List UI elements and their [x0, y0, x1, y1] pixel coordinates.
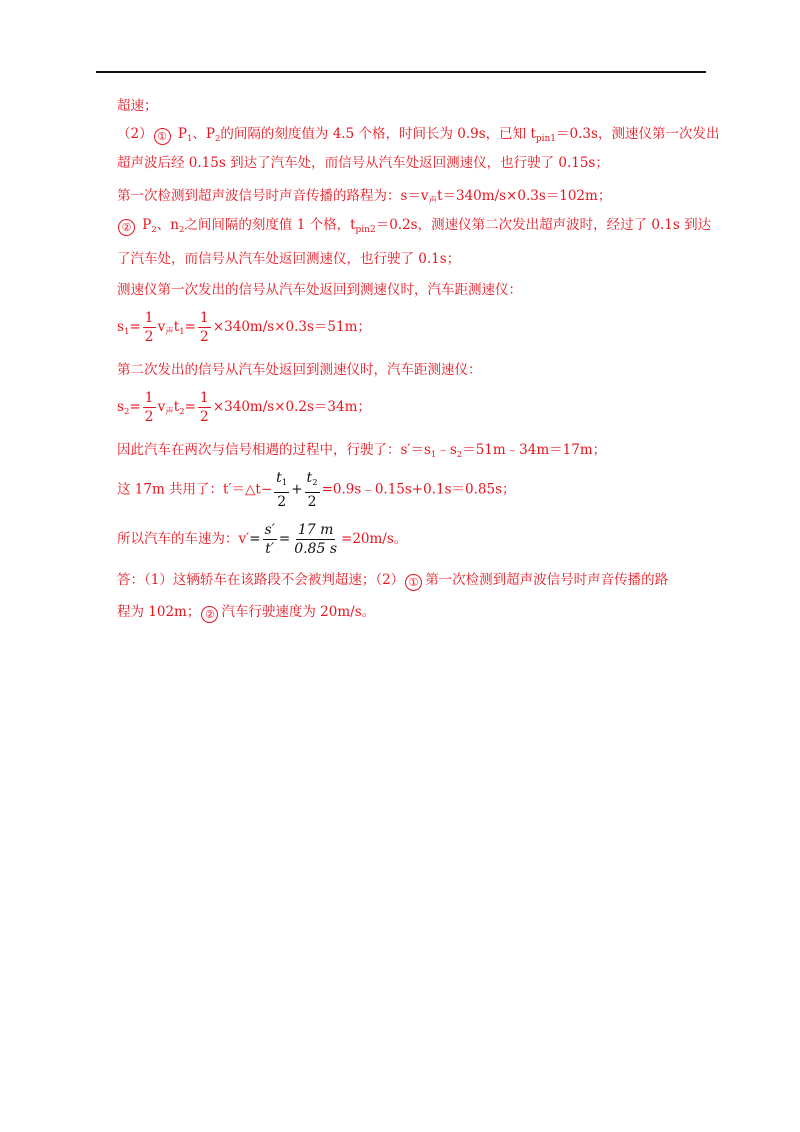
- text-line: 测速仪第一次发出的信号从汽车处返回到测速仪时，汽车距测速仪：: [117, 282, 522, 298]
- fraction: $\frac{1}{2}$: [144, 310, 154, 345]
- text-line: 超声波后经 0.15s 到达了汽车处，而信号从汽车处返回测速仪，也行驶了 0.15s；: [117, 155, 609, 171]
- circled-number: ①: [405, 574, 422, 591]
- fraction: $\frac{t_2}{2}$: [306, 470, 318, 510]
- formula-s2: $s_2=$ $\frac{1}{2}$ $v_声t_2=$ $\frac{1}{2}$ ×340m/s×0.2s＝34m；: [117, 390, 371, 425]
- text-line: 第一次检测到超声波信号时声音传播的路程为：$s=v_声t=340m/s\times 0.3s=102m$；: [117, 188, 612, 206]
- circled-number: ①: [154, 128, 171, 145]
- fraction: $\frac{1}{2}$: [144, 390, 154, 425]
- text-line: 了汽车处，而信号从汽车处返回测速仪，也行驶了 0.1s；: [117, 251, 461, 267]
- text-line: 答：（1）这辆轿车在该路段不会被判超速；（2） ① 第一次检测到超声波信号时声音传播的路: [117, 572, 669, 589]
- fraction: $\frac{1}{2}$: [199, 390, 209, 425]
- fraction: $\frac{17 m}{0.85 s}$: [294, 522, 338, 557]
- header-rule: [96, 71, 706, 73]
- fraction: $\frac{1}{2}$: [199, 310, 209, 345]
- text-line: 超速；: [117, 98, 158, 114]
- fraction: $\frac{t_1}{2}$: [276, 470, 288, 510]
- circled-number: ②: [118, 219, 135, 236]
- formula-s1: $s_1=$ $\frac{1}{2}$ $v_声t_1=$ $\frac{1}{2}$ ×340m/s×0.3s＝51m；: [117, 310, 371, 345]
- text-line: 第二次发出的信号从汽车处返回到测速仪时，汽车距测速仪：: [117, 362, 482, 378]
- text-line: （2） ① $P_1$、$P_2$的间隔的刻度值为 4.5 个格，时间长为 0.9s，已知 $t_{pin1}=0.3s$，测速仪第一次发出: [117, 126, 720, 144]
- text-line: ② $P_2$、$n_2$之间间隔的刻度值 1 个格，$t_{pin2}=0.2s$，测速仪第二次发出超声波时，经过了 0.1s 到达: [117, 219, 711, 236]
- formula-speed: 所以汽车的车速为：v′= $\frac{s'}{t'}$ = $\frac{17 m}{0.85 s}$ =20m/s。: [117, 522, 408, 557]
- text-line: 因此汽车在两次与信号相遇的过程中，行驶了：$s'=s_1﹣s_2=51m﹣34m=17m$；: [117, 442, 607, 460]
- fraction: $\frac{s'}{t'}$: [264, 522, 275, 557]
- text-line: 程为 102m； ② 汽车行驶速度为 20m/s。: [117, 604, 376, 621]
- formula-time: 这 17m 共用了：t′＝△t− $\frac{t_1}{2}$ + $\frac{t_2}{2}$ =0.9s﹣0.15s+0.1s＝0.85s；: [117, 470, 516, 510]
- circled-number: ②: [201, 606, 218, 623]
